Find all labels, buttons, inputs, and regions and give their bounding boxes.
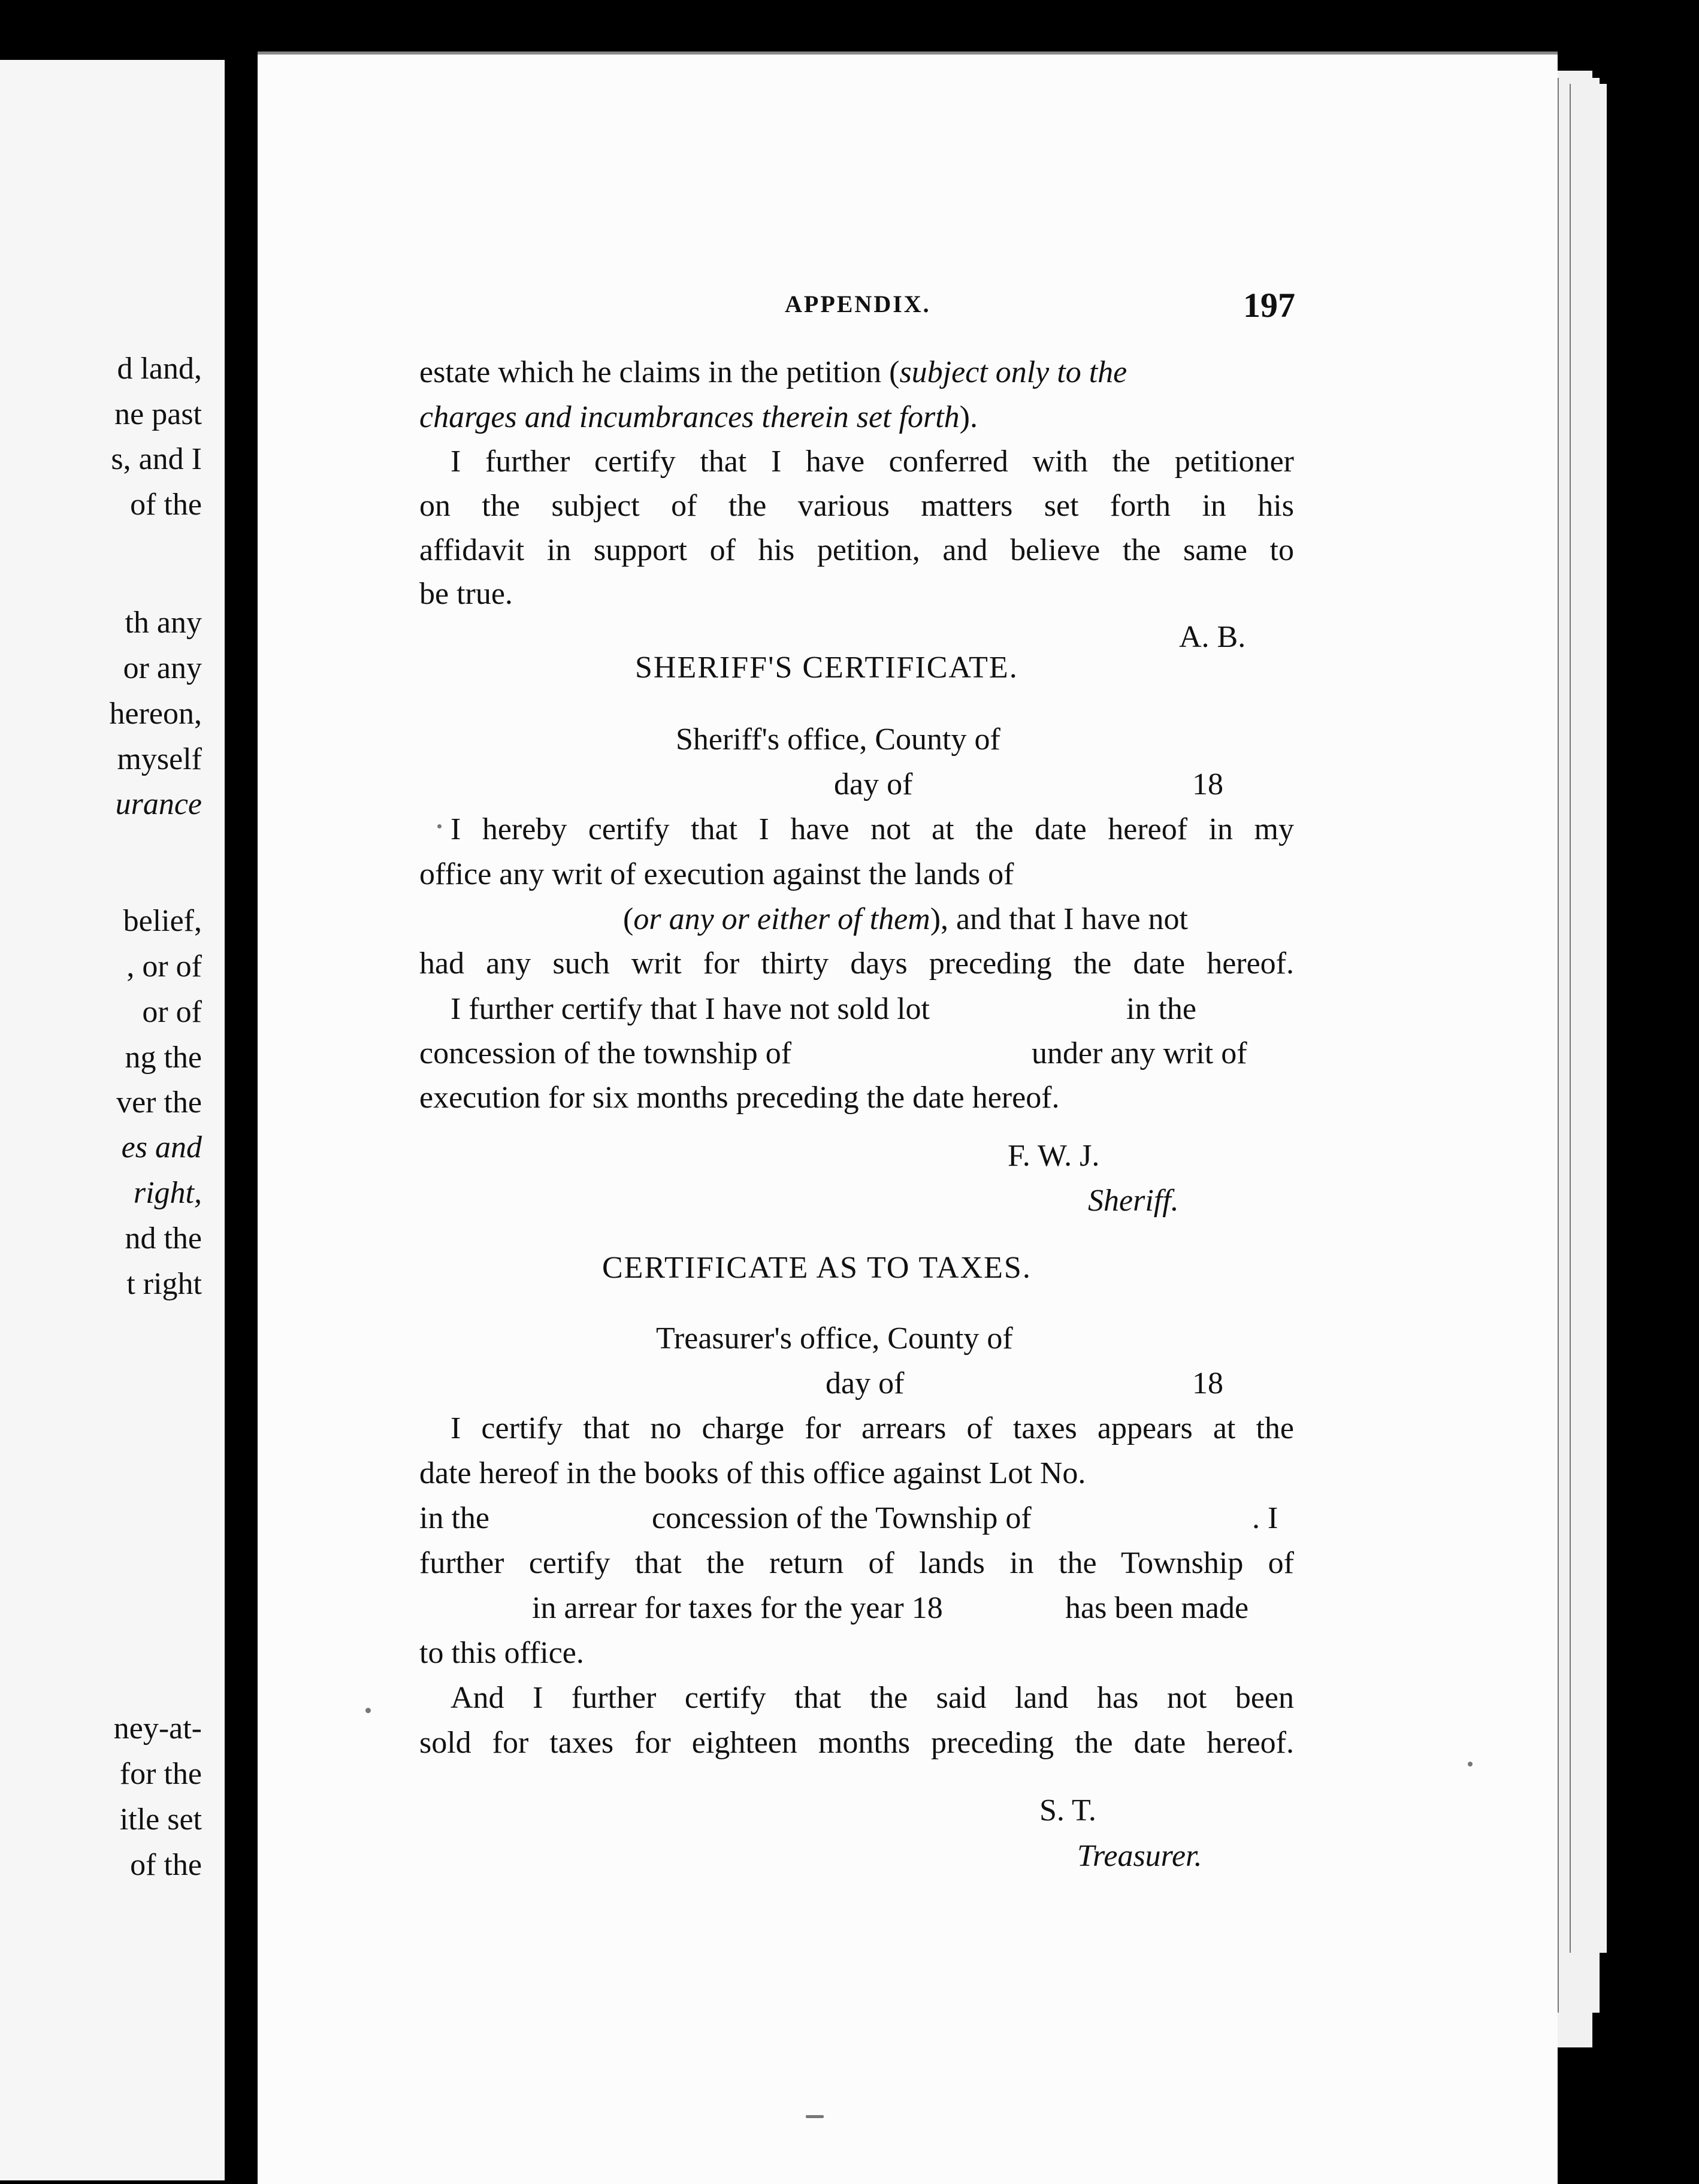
- left-page-line: ng the: [125, 1040, 202, 1075]
- page-edge: [1570, 84, 1607, 1953]
- left-page-line: myself: [117, 742, 202, 776]
- left-page-line: d land,: [117, 352, 202, 386]
- intro-para-2-line: be true.: [419, 577, 513, 611]
- left-page-line: s, and I: [111, 442, 202, 476]
- page-number: 197: [1243, 286, 1295, 325]
- intro-line-1-text: estate which he claims in the petition (: [419, 355, 900, 389]
- taxes-year: 18: [1192, 1366, 1223, 1400]
- sheriff-day-of: day of: [834, 767, 913, 801]
- scan-speck: [437, 824, 442, 828]
- taxes-p1-line: date hereof in the books of this office against Lot No.: [419, 1456, 1086, 1490]
- sheriff-p1-italic: or any or either of them: [633, 902, 930, 936]
- taxes-heading: CERTIFICATE AS TO TAXES.: [602, 1251, 1032, 1285]
- left-page-line: nd the: [125, 1221, 202, 1256]
- signature-fwj: F. W. J.: [1008, 1139, 1100, 1173]
- intro-line-1: [419, 357, 1127, 388]
- sheriff-year: 18: [1192, 767, 1223, 801]
- treasurer-title: Treasurer.: [1077, 1839, 1202, 1873]
- taxes-p1-line: I certify that no charge for arrears of taxes appears at the: [451, 1411, 1294, 1445]
- sheriff-p1-line: I hereby certify that I have not at the date hereof in my: [451, 812, 1294, 846]
- left-page-line: right,: [133, 1176, 202, 1210]
- taxes-day-of: day of: [826, 1366, 905, 1400]
- sheriff-p1-line: [623, 904, 1188, 935]
- sheriff-office-line: Sheriff's office, County of: [676, 722, 1000, 757]
- taxes-p1-line: to this office.: [419, 1636, 584, 1670]
- intro-line-2-italic: charges and incumbrances therein set forth: [419, 400, 960, 434]
- taxes-office-line: Treasurer's office, County of: [656, 1321, 1013, 1356]
- sheriff-p1-end: ), and that I have not: [930, 902, 1188, 936]
- left-page-line: ne past: [114, 397, 202, 431]
- left-page-line: es and: [121, 1130, 202, 1164]
- left-page-line: for the: [119, 1757, 202, 1791]
- running-head: APPENDIX.: [785, 291, 931, 317]
- left-page-line: itle set: [119, 1802, 202, 1837]
- left-page-line: th any: [125, 606, 202, 640]
- taxes-p2-line: sold for taxes for eighteen months preceding the date hereof.: [419, 1726, 1294, 1760]
- sheriff-heading: SHERIFF'S CERTIFICATE.: [635, 651, 1018, 685]
- left-page-line: , or of: [126, 949, 202, 984]
- intro-para-2-line: affidavit in support of his petition, and believe the same to: [419, 533, 1294, 567]
- left-page-line: of the: [130, 488, 202, 522]
- left-page-line: of the: [130, 1848, 202, 1882]
- intro-para-2-line: I further certify that I have conferred with the petitioner: [451, 444, 1294, 479]
- taxes-p2-line: And I further certify that the said land has not been: [451, 1681, 1294, 1715]
- taxes-p1-line: in the: [419, 1501, 489, 1535]
- left-page-line: t right: [126, 1267, 202, 1301]
- taxes-p1-line: further certify that the return of lands in the Township of: [419, 1546, 1294, 1580]
- book-page: [258, 52, 1558, 2184]
- sheriff-p2-line: execution for six months preceding the date hereof.: [419, 1081, 1060, 1115]
- taxes-p1-line: in arrear for taxes for the year 18: [532, 1591, 943, 1625]
- scan-speck: [806, 2115, 824, 2118]
- sheriff-p1-paren: (: [623, 902, 634, 936]
- signature-st: S. T.: [1039, 1793, 1096, 1828]
- sheriff-p2-line: in the: [1126, 992, 1196, 1026]
- taxes-p1-line: concession of the Township of: [652, 1501, 1032, 1535]
- sheriff-p2-line: concession of the township of: [419, 1036, 792, 1070]
- sheriff-p1-line: had any such writ for thirty days preceding the date hereof.: [419, 946, 1294, 981]
- sheriff-title: Sheriff.: [1088, 1184, 1179, 1218]
- left-page-line: urance: [115, 787, 202, 821]
- signature-ab: A. B.: [1179, 620, 1246, 654]
- intro-para-2-line: on the subject of the various matters set forth in his: [419, 489, 1294, 523]
- sheriff-p1-line: office any writ of execution against the lands of: [419, 857, 1014, 891]
- taxes-p1-line: . I: [1252, 1501, 1278, 1535]
- intro-line-1-italic: subject only to the: [899, 355, 1127, 389]
- left-page-line: ver the: [116, 1085, 202, 1120]
- sheriff-p2-line: I further certify that I have not sold lot: [451, 992, 930, 1026]
- taxes-p1-line: has been made: [1065, 1591, 1249, 1625]
- left-facing-page: [0, 60, 225, 2180]
- scan-speck: [1468, 1762, 1473, 1766]
- left-page-line: belief,: [123, 904, 202, 938]
- intro-line-2-end: ).: [959, 400, 978, 434]
- left-page-line: hereon,: [109, 697, 202, 731]
- scan-speck: [365, 1708, 371, 1713]
- left-page-line: ney-at-: [113, 1711, 202, 1746]
- left-page-line: or any: [123, 651, 202, 685]
- left-page-line: or of: [142, 995, 202, 1029]
- intro-line-2: [419, 402, 978, 433]
- sheriff-p2-line: under any writ of: [1032, 1036, 1247, 1070]
